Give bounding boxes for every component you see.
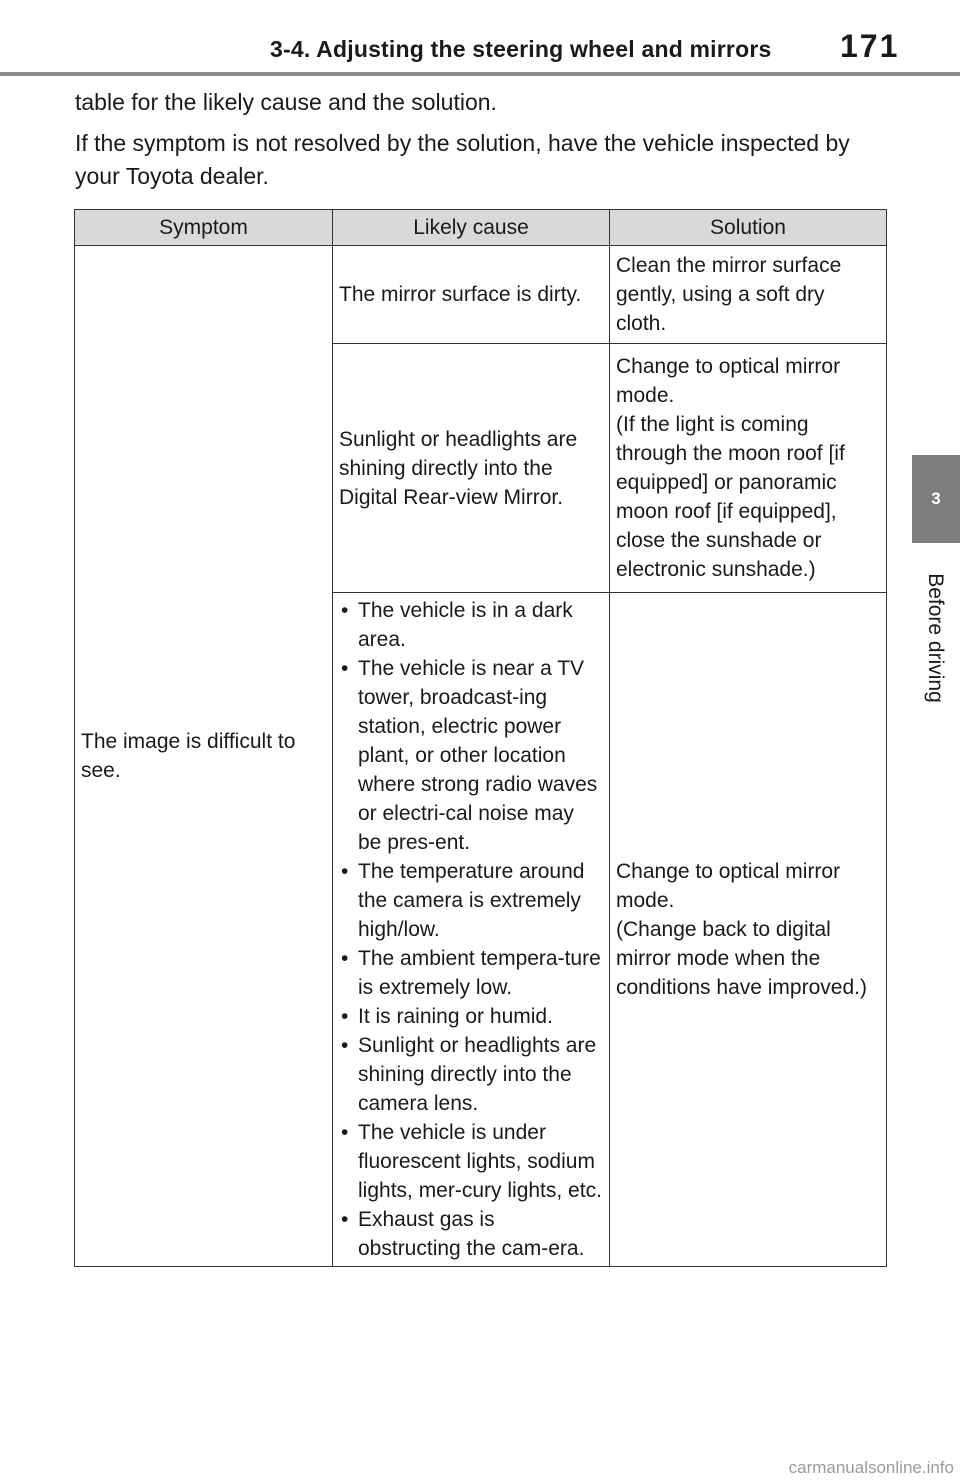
list-item: • The vehicle is in a dark area. bbox=[339, 596, 603, 654]
intro-paragraph-2: If the symptom is not resolved by the solution, have the vehicle inspected by your Toyota dealer. bbox=[75, 130, 850, 189]
cause-cell: The mirror surface is dirty. bbox=[333, 246, 610, 344]
solution-cell: Change to optical mirror mode. (If the light is coming through the moon roof [if equipped] or panoramic moon roof [if equipped], close the sunshade or electronic sunshade.) bbox=[610, 344, 887, 593]
chapter-label bbox=[890, 560, 960, 716]
table-header-row bbox=[75, 210, 887, 246]
chapter-tab[interactable] bbox=[912, 455, 960, 543]
list-item: • The ambient tempera-ture is extremely low. bbox=[339, 944, 603, 1002]
page-number: 171 bbox=[840, 28, 900, 64]
symptom-cell: The image is difficult to see. bbox=[75, 246, 333, 1267]
header-solution: Solution bbox=[610, 210, 887, 246]
solution-cell: Clean the mirror surface gently, using a soft dry cloth. bbox=[610, 246, 887, 344]
list-item: • It is raining or humid. bbox=[339, 1002, 603, 1031]
header-divider bbox=[0, 72, 960, 76]
section-title: 3-4. Adjusting the steering wheel and mirrors bbox=[270, 36, 772, 62]
cause-list bbox=[339, 596, 603, 1263]
list-item: • The vehicle is near a TV tower, broadcast-ing station, electric power plant, or other location where strong radio waves or electri-cal noise may be pres-ent. bbox=[339, 654, 603, 857]
chapter-number: 3 bbox=[931, 489, 941, 508]
list-item: • Exhaust gas is obstructing the cam-era. bbox=[339, 1205, 603, 1263]
watermark: carmanualsonline.info bbox=[788, 1458, 954, 1477]
intro-paragraph-1: table for the likely cause and the solution. bbox=[75, 89, 497, 115]
list-item: • Sunlight or headlights are shining directly into the camera lens. bbox=[339, 1031, 603, 1118]
cause-cell bbox=[333, 593, 610, 1267]
solution-cell: Change to optical mirror mode. (Change back to digital mirror mode when the conditions have improved.) bbox=[610, 593, 887, 1267]
chapter-label-text: Before driving bbox=[924, 573, 948, 703]
header-likely-cause: Likely cause bbox=[333, 210, 610, 246]
table-row bbox=[75, 246, 887, 344]
symptom-table bbox=[74, 209, 887, 1267]
header-symptom: Symptom bbox=[75, 210, 333, 246]
cause-cell: Sunlight or headlights are shining directly into the Digital Rear-view Mirror. bbox=[333, 344, 610, 593]
list-item: • The temperature around the camera is extremely high/low. bbox=[339, 857, 603, 944]
list-item: • The vehicle is under fluorescent lights, sodium lights, mer-cury lights, etc. bbox=[339, 1118, 603, 1205]
